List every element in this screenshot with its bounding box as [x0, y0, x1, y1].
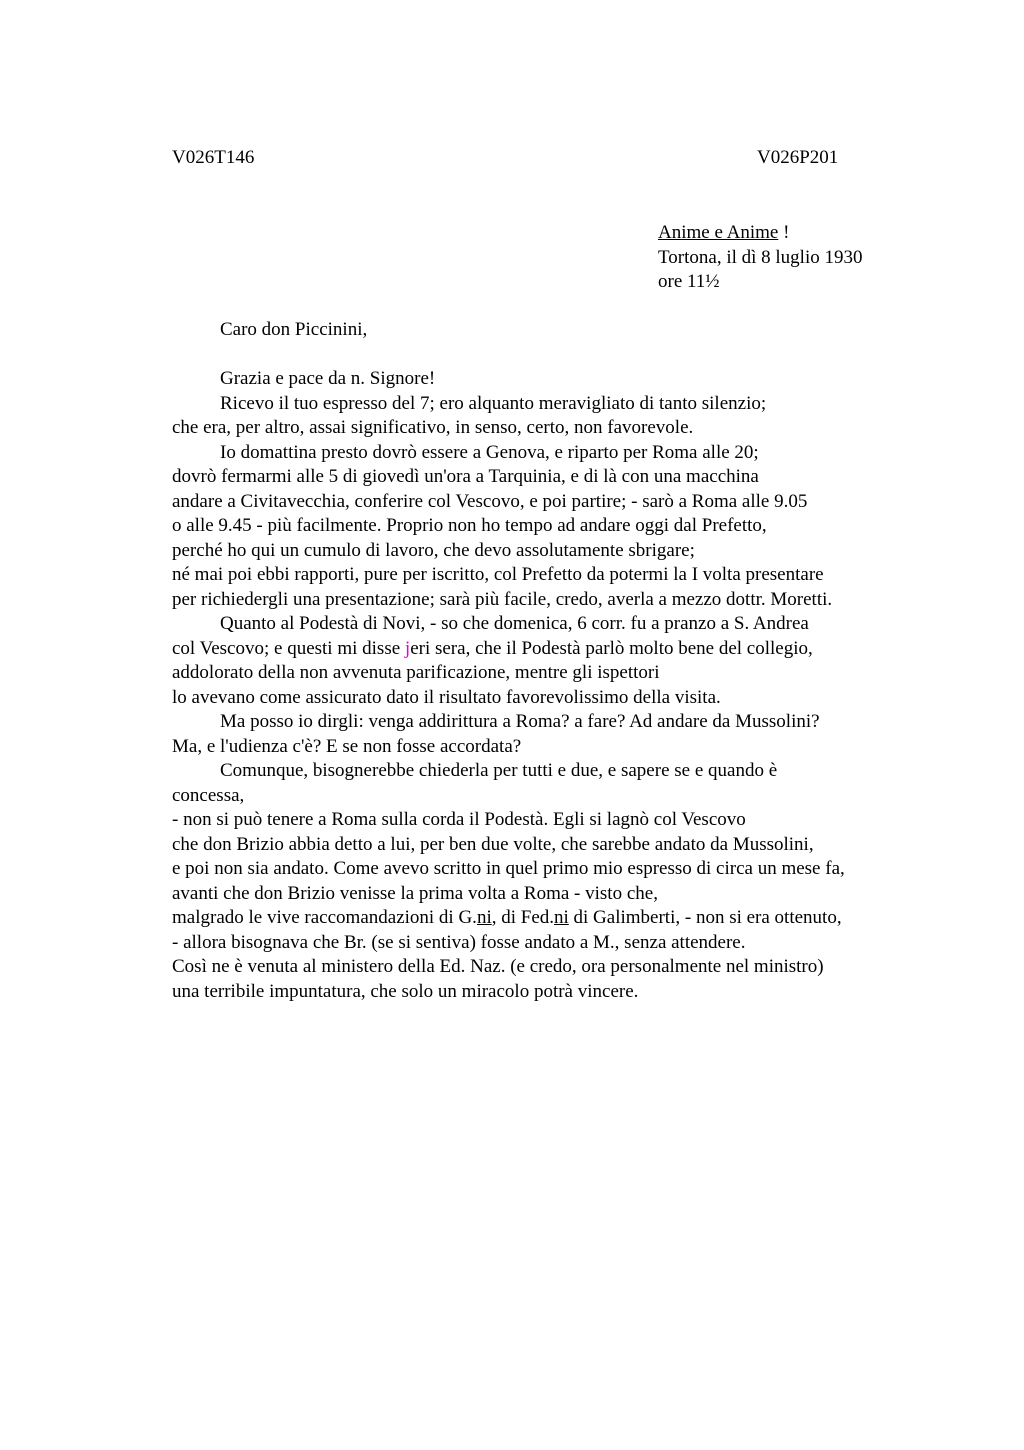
text-run: di Galimberti, - non si era ottenuto, [568, 907, 842, 928]
paragraph-5-line: che don Brizio abbia detto a lui, per ben due volte, che sarebbe andato da Mussolini, [172, 833, 814, 855]
text-run: malgrado le vive raccomandazioni di G. [172, 907, 477, 928]
paragraph-5-line: una terribile impuntatura, che solo un miracolo potrà vincere. [172, 980, 639, 1002]
paragraph-3-line: addolorato della non avvenuta parificazione, mentre gli ispettori [172, 662, 660, 683]
dateline-title-suffix: ! [778, 222, 790, 243]
dateline-title-underlined: Anime e Anime [658, 222, 779, 243]
paragraph-2-line: né mai poi ebbi rapporti, pure per iscritto, col Prefetto da potermi la I volta presentare [172, 564, 824, 585]
paragraph-5-line: - non si può tenere a Roma sulla corda il Podestà. Egli si lagnò col Vescovo [172, 809, 746, 830]
paragraph-2-line: dovrò fermarmi alle 5 di giovedì un'ora a Tarquinia, e di là con una macchina [172, 466, 759, 487]
paragraph-4-line: Ma, e l'udienza c'è? E se non fosse accordata? [172, 735, 522, 757]
text-run: eri sera, che il Podestà parlò molto bene del collegio, [410, 637, 813, 659]
spacer [172, 343, 932, 368]
paragraph-3-line: lo avevano come assicurato dato il risultato favorevolissimo della visita. [172, 686, 721, 708]
dateline-place-date: Tortona, il dì 8 luglio 1930 [658, 246, 863, 268]
dateline-block [658, 221, 863, 295]
paragraph-5-line: Comunque, bisognerebbe chiederla per tutti e due, e sapere se e quando è [220, 760, 778, 781]
paragraph-3-line [172, 637, 932, 662]
paragraph-5-line [172, 906, 932, 931]
paragraph-2-line: perché ho qui un cumulo di lavoro, che devo assolutamente sbrigare; [172, 539, 695, 561]
paragraph-4-line: Ma posso io dirgli: venga addirittura a Roma? a fare? Ad andare da Mussolini? [220, 711, 820, 732]
paragraph-1-line: che era, per altro, assai significativo, in senso, certo, non favorevole. [172, 417, 694, 438]
paragraph-1-line: Ricevo il tuo espresso del 7; ero alquanto meravigliato di tanto silenzio; [220, 392, 767, 414]
document-code-left: V026T146 [172, 147, 255, 168]
dateline-time: ore 11½ [658, 271, 720, 292]
document-code-right: V026P201 [757, 147, 839, 168]
greeting: Grazia e pace da n. Signore! [220, 368, 436, 389]
paragraph-5-line: Così ne è venuta al ministero della Ed. Naz. (e credo, ora personalmente nel ministro) [172, 956, 824, 977]
paragraph-5-line: - allora bisognava che Br. (se si sentiva) fosse andato a M., senza attendere. [172, 931, 746, 953]
paragraph-3-line: Quanto al Podestà di Novi, - so che domenica, 6 corr. fu a pranzo a S. Andrea [220, 613, 809, 634]
paragraph-2-line: o alle 9.45 - più facilmente. Proprio non ho tempo ad andare oggi dal Prefetto, [172, 515, 767, 536]
letter-body [172, 318, 932, 1004]
highlighted-letter: j [404, 637, 411, 659]
paragraph-5-line: e poi non sia andato. Come avevo scritto in quel primo mio espresso di circa un mese fa, [172, 858, 845, 879]
paragraph-2-line: Io domattina presto dovrò essere a Genova, e riparto per Roma alle 20; [220, 441, 759, 463]
underlined-abbreviation: ni [554, 907, 569, 928]
text-run: col Vescovo; e questi mi disse [172, 637, 405, 659]
paragraph-2-line: per richiedergli una presentazione; sarà più facile, credo, averla a mezzo dottr. Moretti. [172, 588, 833, 610]
dateline-title [658, 221, 863, 246]
underlined-abbreviation: ni [476, 907, 492, 928]
paragraph-2-line: andare a Civitavecchia, conferire col Vescovo, e poi partire; - sarò a Roma alle 9.05 [172, 490, 808, 512]
text-run: , di Fed. [491, 907, 554, 928]
paragraph-5-line: concessa, [172, 784, 245, 806]
salutation: Caro don Piccinini, [220, 319, 368, 340]
paragraph-5-line: avanti che don Brizio venisse la prima volta a Roma - visto che, [172, 882, 658, 904]
